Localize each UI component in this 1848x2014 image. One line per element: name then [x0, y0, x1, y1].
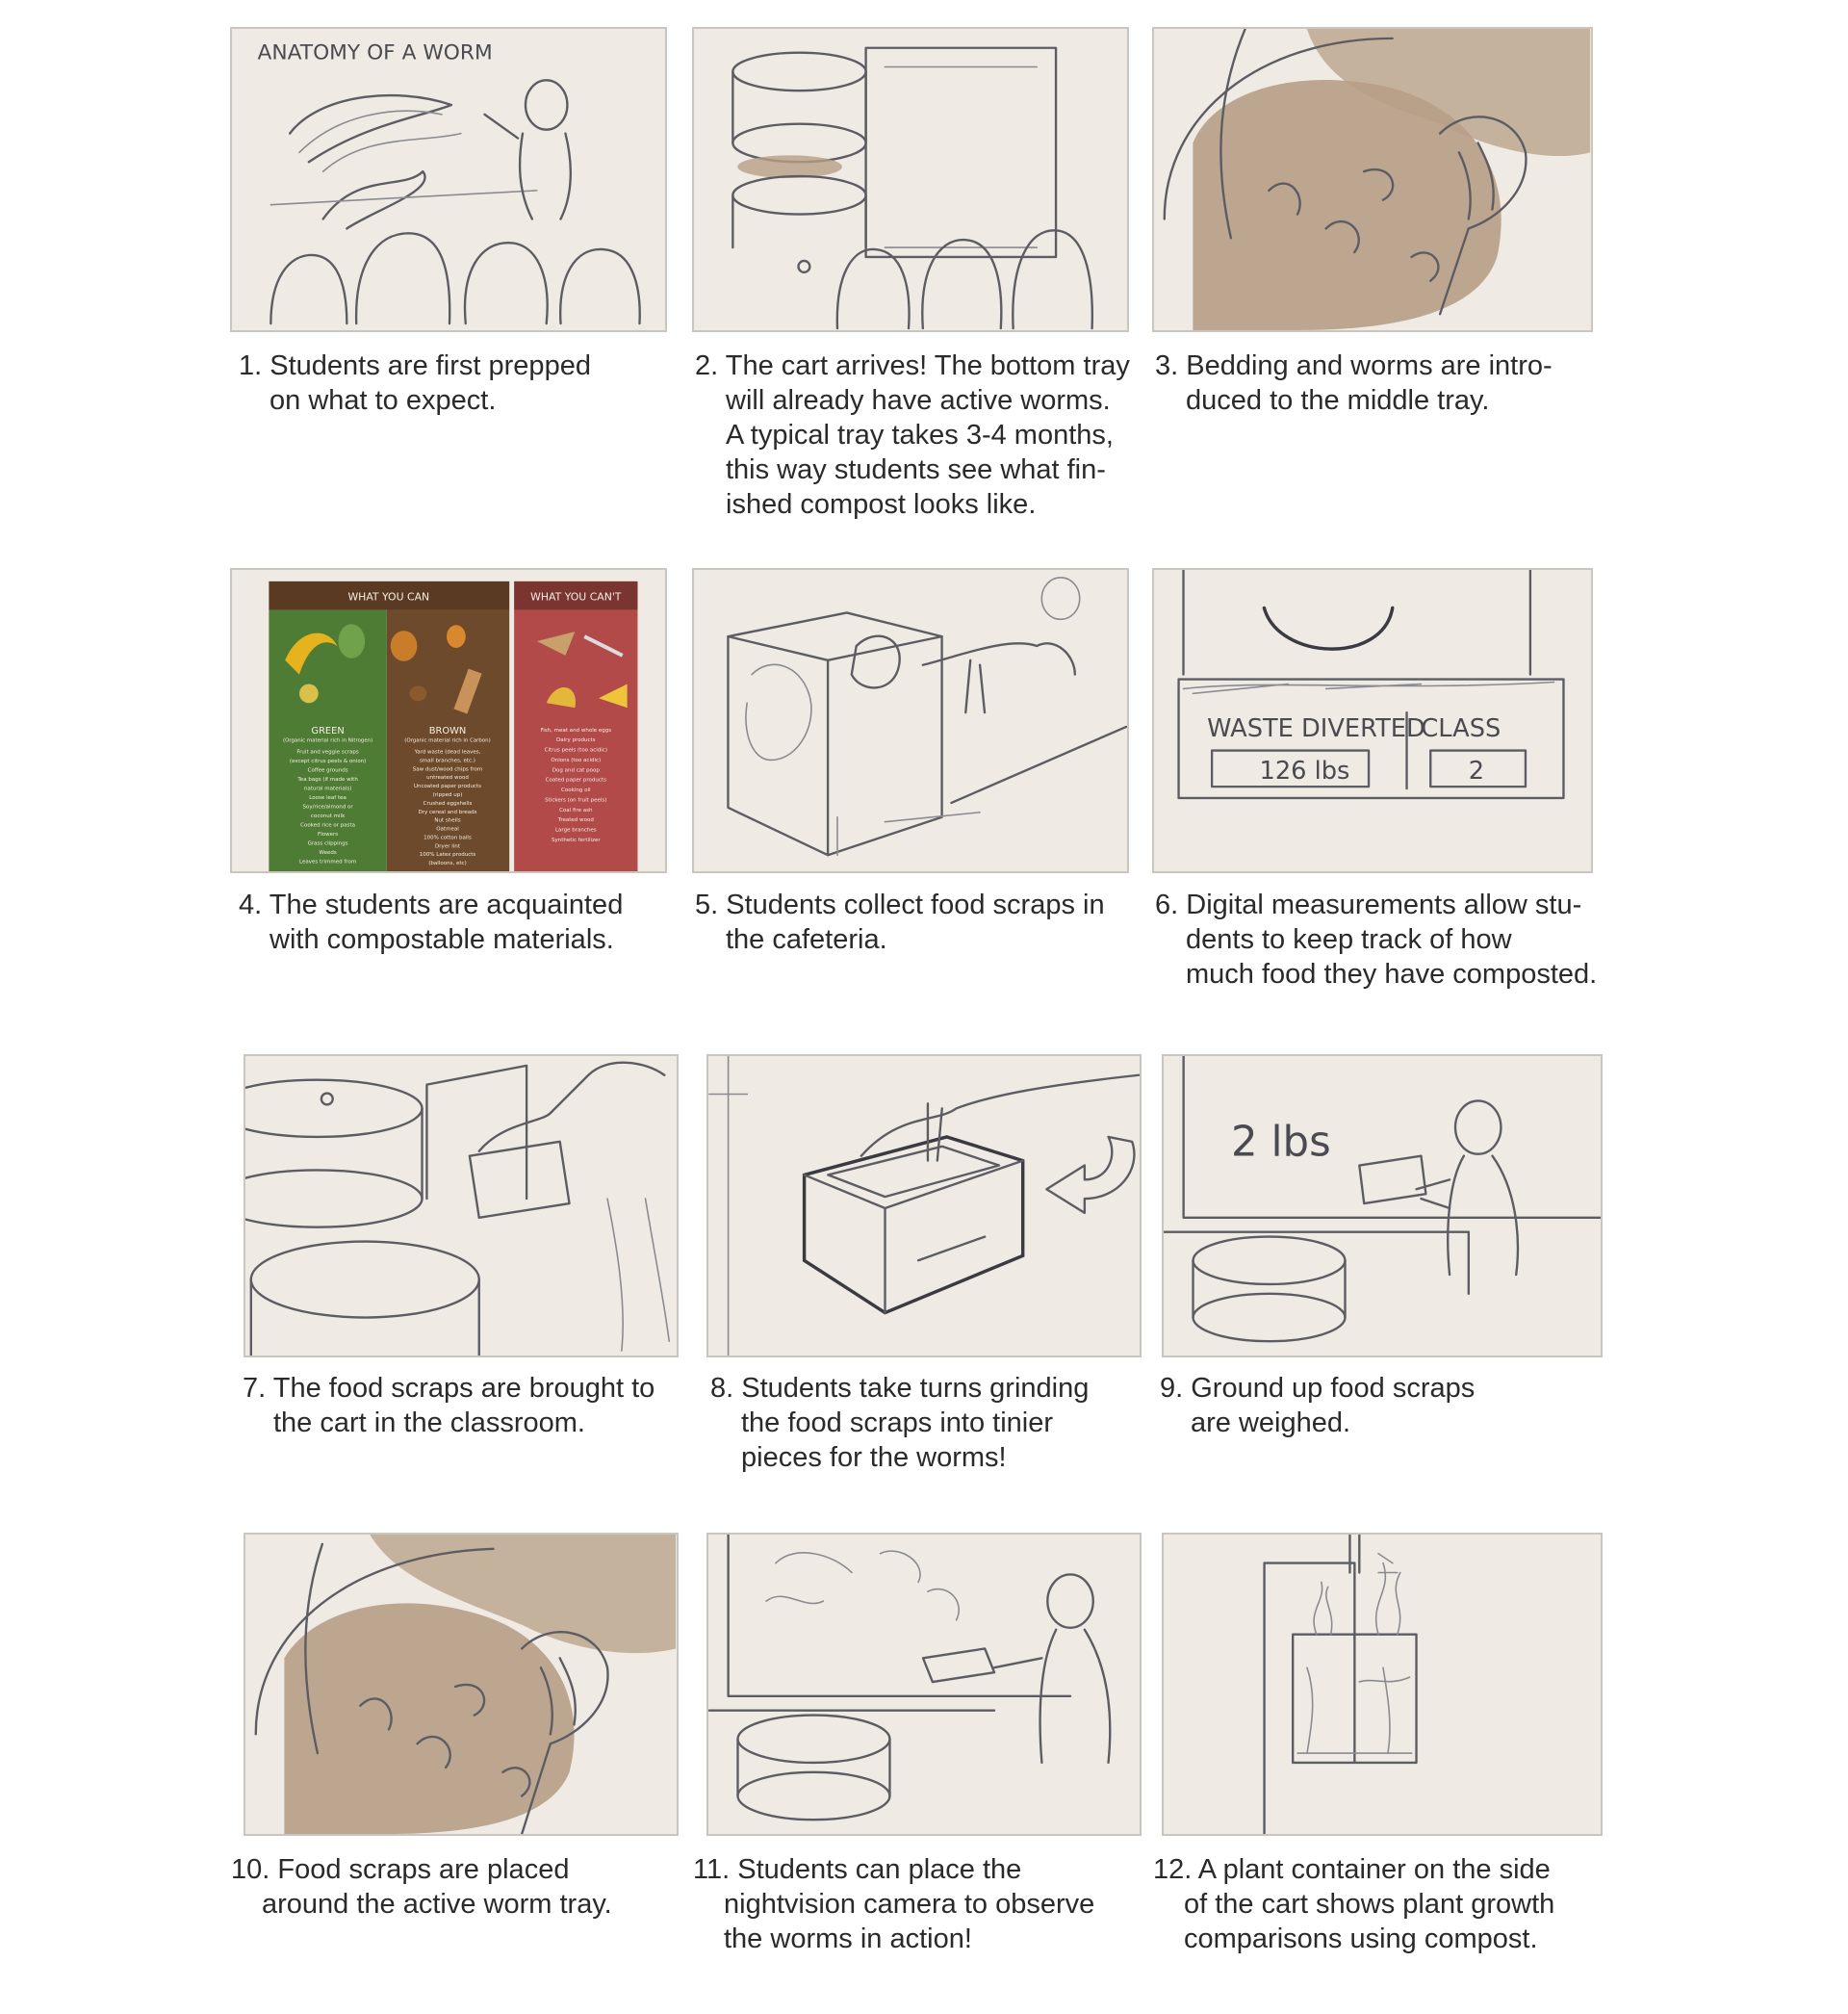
chart-list-item: Citrus peels (too acidic)	[544, 747, 607, 754]
chart-list-item: Coffee grounds	[307, 767, 348, 774]
storyboard-panel-11	[706, 1533, 1142, 1836]
caption-4: 4. The students are acquainted with compostable materials.	[239, 890, 624, 955]
chart-list-item: Dairy products	[556, 737, 596, 744]
storyboard-panel-6	[1152, 568, 1593, 873]
chart-list-item: 100% cotton balls	[424, 835, 472, 841]
chart-list-item: natural materials)	[303, 786, 352, 792]
worm-anatomy-sketch	[232, 29, 665, 330]
chart-list-item: untreated wood	[426, 775, 469, 782]
storyboard-panel-7	[244, 1054, 679, 1357]
class-label: CLASS	[1421, 713, 1502, 743]
nightvision-camera-sketch	[708, 1535, 1140, 1834]
storyboard-panel-3	[1152, 27, 1593, 332]
storyboard-panel-10	[244, 1533, 679, 1836]
storyboard-panel-8	[706, 1054, 1142, 1357]
chart-list-item: coconut milk	[310, 813, 346, 819]
caption-2: 2. The cart arrives! The bottom tray will already have active worms. A typical tray takes 3-4 months, this way students see what fin- ished compost looks like.	[695, 350, 1130, 520]
chart-list-item: Flowers	[318, 831, 339, 838]
chart-list-item: Soy/rice/almond or	[302, 804, 353, 811]
storyboard-panel-9	[1162, 1054, 1603, 1357]
chart-list-item: Weeds	[319, 849, 337, 856]
chart-list-item: Fruit and veggie scraps	[296, 749, 359, 756]
cafeteria-collection-sketch	[694, 570, 1127, 871]
chart-list-item: Uncoated paper products	[414, 784, 482, 790]
waste-diverted-label: WASTE DIVERTED	[1207, 713, 1425, 743]
cart-arrival-sketch	[694, 29, 1127, 330]
weighing-scraps-sketch	[1164, 1056, 1601, 1356]
chart-list-item: Dog and cat poop	[552, 767, 600, 774]
caption-12: 12. A plant container on the side of the cart shows plant growth comparisons using compost.	[1153, 1854, 1555, 1954]
green-title: GREEN	[311, 725, 345, 736]
scale-reading-sketch: 2 lbs	[1231, 1118, 1331, 1167]
caption-10: 10. Food scraps are placed around the active worm tray.	[231, 1854, 612, 1920]
green-subtitle: (Organic material rich in Nitrogen)	[282, 737, 373, 744]
caption-5: 5. Students collect food scraps in the cafeteria.	[695, 890, 1105, 955]
chart-header-can: WHAT YOU CAN	[347, 590, 430, 604]
chart-list-item: Treated wood	[557, 817, 594, 824]
chart-list-item: Dry cereal and breads	[418, 809, 477, 815]
chart-list-item: (balloons, etc)	[428, 861, 467, 867]
chart-list-item: 100% Latex products	[419, 852, 476, 859]
chart-list-item: Dryer lint	[435, 843, 460, 850]
caption-7: 7. The food scraps are brought to the cart in the classroom.	[243, 1373, 655, 1438]
storyboard-panel-12	[1162, 1533, 1603, 1836]
weight-readout: 126 lbs	[1259, 757, 1350, 787]
chart-list-item: (ripped up)	[432, 791, 463, 798]
chart-list-item: Cooking oil	[561, 788, 591, 794]
chart-list-item: small branches, etc.)	[420, 758, 475, 764]
chart-list-item: Cooked rice or pasta	[300, 822, 356, 829]
chart-list-item: (except citrus peels & onion)	[289, 759, 367, 765]
chart-list-item: Onions (too acidic)	[551, 757, 602, 763]
digital-measurement-sketch	[1154, 570, 1591, 871]
chart-list-item: Loose leaf tea	[309, 794, 346, 801]
caption-8: 8. Students take turns grinding the food scraps into tinier pieces for the worms!	[710, 1373, 1090, 1473]
caption-3: 3. Bedding and worms are intro- duced to the middle tray.	[1155, 350, 1553, 416]
chart-list-item: Grass clippings	[307, 840, 348, 847]
caption-11: 11. Students can place the nightvision camera to observe the worms in action!	[693, 1854, 1095, 1954]
class-readout: 2	[1468, 757, 1485, 787]
scraps-to-cart-sketch	[245, 1056, 677, 1356]
chart-list-item: Nut shells	[434, 817, 461, 824]
caption-6: 6. Digital measurements allow stu- dents to keep track of how much food they have composted.	[1155, 890, 1598, 990]
bedding-worms-sketch	[1154, 29, 1591, 330]
brown-subtitle: (Organic material rich in Carbon)	[404, 737, 491, 744]
chart-list-item: Synthetic fertilizer	[551, 837, 601, 843]
sketch-heading: ANATOMY OF A WORM	[257, 40, 493, 65]
chart-list-item: Saw dust/wood chips from	[412, 766, 483, 773]
storyboard-panel-1	[230, 27, 667, 332]
chart-list-item: Leaves trimmed from	[298, 859, 357, 865]
caption-9: 9. Ground up food scraps are weighed.	[1160, 1373, 1476, 1438]
chart-list-item: Coal fire ash	[559, 807, 593, 813]
placing-scraps-sketch	[245, 1535, 677, 1834]
storyboard-panel-4	[230, 568, 667, 873]
chart-list-item: Coated paper products	[545, 777, 606, 784]
compostable-materials-chart	[232, 570, 665, 871]
grinding-scraps-sketch	[708, 1056, 1140, 1356]
chart-header-cant: WHAT YOU CAN'T	[530, 590, 622, 604]
storyboard-panel-5	[692, 568, 1129, 873]
caption-1: 1. Students are first prepped on what to expect.	[239, 350, 591, 416]
chart-list-item: Tea bags (if made with	[297, 777, 358, 784]
chart-list-item: Fish, meat and whole eggs	[540, 727, 612, 734]
chart-list-item: Crushed eggshells	[423, 800, 473, 807]
plant-container-sketch	[1164, 1535, 1601, 1834]
chart-list-item: Stickers (on fruit peels)	[545, 797, 607, 804]
chart-list-item: Yard waste (dead leaves,	[414, 749, 481, 756]
chart-list-item: Large branches	[554, 827, 597, 834]
brown-title: BROWN	[428, 725, 467, 736]
chart-list-item: Oatmeal	[436, 826, 459, 833]
storyboard-panel-2	[692, 27, 1129, 332]
